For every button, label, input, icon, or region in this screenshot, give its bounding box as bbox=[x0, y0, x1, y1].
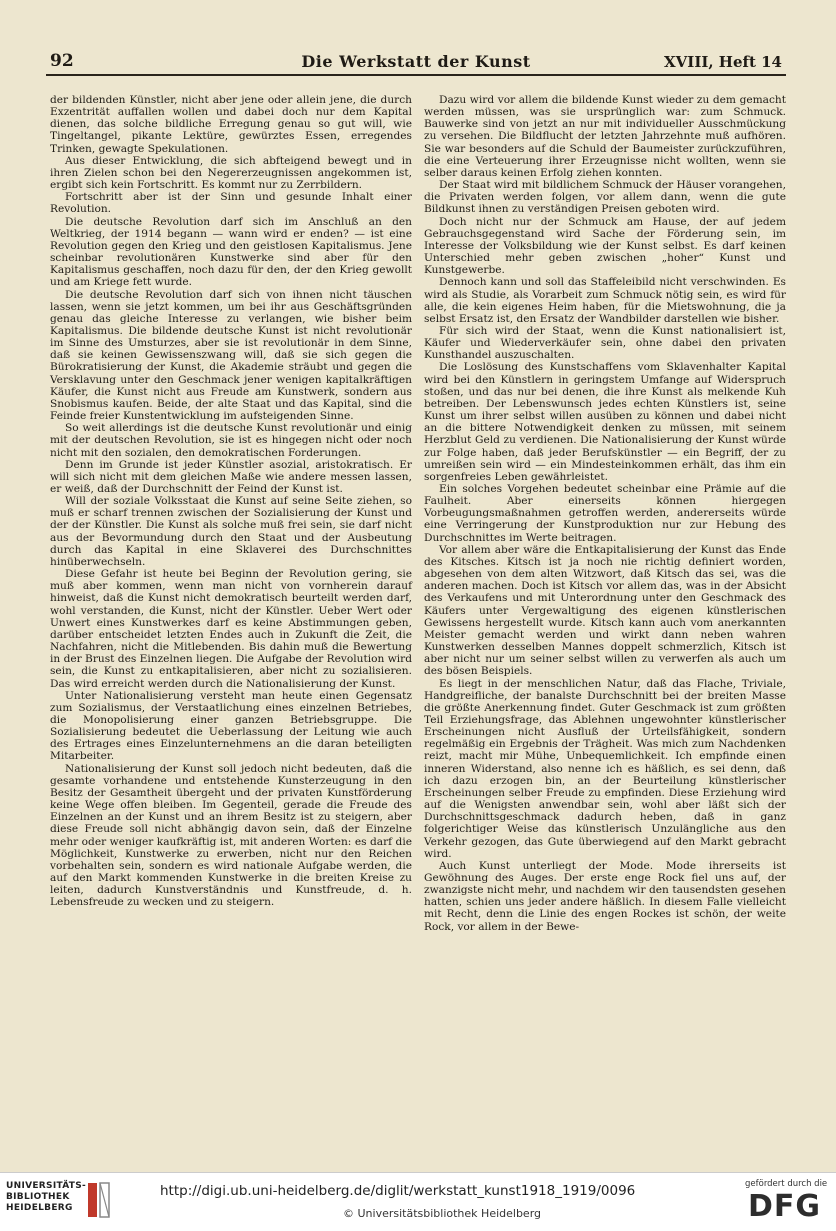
issue-label: XVIII, Heft 14 bbox=[664, 53, 782, 71]
paragraph: Aus dieser Entwicklung, die sich abfteigend bewegt und in ihren Zielen schon bei den Negererzeugnissen angekommen ist, ergibt sich kein Fortschritt. Es kommt nur zu Zerrbildern. bbox=[50, 154, 412, 192]
paragraph: Dennoch kann und soll das Staffeleibild nicht verschwinden. Es wird als Studie, als Vorarbeit zum Schmuck nötig sein, es wird für alle, die kein eigenes Heim haben, für die Mietswohnung, die ja selbst Ersatz ist, den Ersatz der Wandbilder darstellen wie bisher. bbox=[424, 276, 786, 325]
funding-caption: gefördert durch die bbox=[745, 1179, 828, 1189]
page-header bbox=[46, 48, 786, 76]
paragraph: So weit allerdings ist die deutsche Kunst revolutionär und einig mit der deutschen Revolution, sie ist es hingegen nicht oder noch nicht mit den sozialen, den demokratischen Forderungen. bbox=[50, 422, 412, 459]
library-name-line: BIBLIOTHEK bbox=[6, 1192, 70, 1202]
paragraph: Will der soziale Volksstaat die Kunst auf seine Seite ziehen, so muß er scharf trennen zwischen der Sozialisierung der Kunst und der der Künstler. Die Kunst als solche muß frei sein, sie darf nicht aus der Bevormundung durch den Staat und der Ausbeutung durch das Kapital in eine Sklaverei des Durchschnittes hinüberwechseln. bbox=[50, 495, 412, 568]
paragraph: Nationalisierung der Kunst soll jedoch nicht bedeuten, daß die gesamte vorhandene und entstehende Kunsterzeugung in den Besitz der Gesamtheit übergeht und der privaten Kunstförderung keine Wege offen bleiben. Im Gegenteil, gerade die Freude des Einzelnen an der Kunst und an ihrem Besitz ist zu steigern, aber diese Freude soll nicht abhängig davon sein, daß der Einzelne mehr oder weniger kaufkräftig ist, mit anderen Worten: es darf die Möglichkeit, Kunstwerke zu erwerben, nicht nur den Reichen vorbehalten sein, sondern es wird nationale Aufgabe werden, die auf den Markt kommenden Kunstwerke in die breiten Kreise zu leiten, dadurch Kunstverständnis und Kunstfreude, d. h. Lebensfreude zu wecken und zu steigern. bbox=[50, 762, 412, 909]
paragraph: Fortschritt aber ist der Sinn und gesunde Inhalt einer Revolution. bbox=[50, 191, 412, 216]
permalink-url[interactable]: http://digi.ub.uni-heidelberg.de/diglit/werkstatt_kunst1918_1919/0096 bbox=[160, 1183, 636, 1199]
paragraph: Unter Nationalisierung versteht man heute einen Gegensatz zum Sozialismus, der Verstaatlichung eines einzelnen Betriebes, die Monopolisierung einer ganzen Betriebsgruppe. Die Sozialisierung bedeutet die Ueberlassung der Leitung wie auch des Ertrages eines Einzelunternehmens an die daran beteiligten Mitarbeiter. bbox=[50, 689, 412, 763]
paragraph: Die Loslösung des Kunstschaffens vom Sklavenhalter Kapital wird bei den Künstlern in geringstem Umfange auf Widerspruch stoßen, und das nur bei denen, die ihre Kunst als melkende Kuh betreiben. Der Lebenswunsch jedes echten Künstlers ist, seine Kunst um ihrer selbst willen ausüben zu können und dabei nicht an die bittere Notwendigkeit denken zu müssen, mit seinem Herzblut Geld zu verdienen. Die Nationalisierung der Kunst würde zur Folge haben, daß jeder Berufskünstler — ein Begriff, der zu umreißen sein wird — ein Mindesteinkommen erhält, das ihm ein sorgenfreies Leben gewährleistet. bbox=[424, 361, 786, 483]
paragraph: Vor allem aber wäre die Entkapitalisierung der Kunst das Ende des Kitsches. Kitsch ist ja noch nie richtig definiert worden, abgesehen von dem alten Witzwort, daß Kitsch das sei, was die anderen machen. Doch ist Kitsch vor allem das, was in der Absicht des Verkaufens und mit Unterordnung unter den Geschmack des Käufers unter Vergewaltigung des eigenen künstlerischen Gewissens hergestellt wurde. Kitsch kann auch vom anerkannten Meister gemacht werden und wirkt dann neben wahren Kunstwerken desselben Mannes doppelt schmerzlich, Kitsch ist aber nicht nur um seiner selbst willen zu verwerfen als auch um des bösen Beispiels. bbox=[424, 543, 786, 678]
paragraph: Es liegt in der menschlichen Natur, daß das Flache, Triviale, Handgreifliche, der banalste Durchschnitt bei der breiten Masse die größte Anerkennung findet. Guter Geschmack ist zum größten Teil Erziehungsfrage, das Ablehnen ungewohnter künstlerischer Erscheinungen nicht Ausfluß der Urteilsfähigkeit, sondern regelmäßig ein Ergebnis der Trägheit. Was mich zum Nachdenken reizt, macht mir Mühe, Unbequemlichkeit. Ich empfinde einen inneren Widerstand, also nenne ich es häßlich, es sei denn, daß ich dazu erzogen bin, an der Beurteilung künstlerischer Erscheinungen selber Freude zu empfinden. Diese Erziehung wird auf die Wenigsten anwendbar sein, wohl aber läßt sich der Durchschnittsgeschmack dadurch heben, daß in ganz folgerichtiger Weise das künstlerisch Unzulängliche aus den Verkehr gezogen, das Gute überwiegend auf den Markt gebracht wird. bbox=[424, 677, 786, 860]
paragraph: Der Staat wird mit bildlichem Schmuck der Häuser vorangehen, die Privaten werden folgen, vor allem dann, wenn die gute Bildkunst ihnen zu verständigen Preisen geboten wird. bbox=[424, 179, 786, 216]
library-name-line: UNIVERSITÄTS- bbox=[6, 1181, 87, 1191]
page-number: 92 bbox=[50, 51, 74, 71]
paragraph: Ein solches Vorgehen bedeutet scheinbar eine Prämie auf die Faulheit. Aber einerseits können hiergegen Vorbeugungsmaßnahmen getroffen werden, andererseits würde eine Verringerung der Kunstproduktion nur zur Hebung des Durchschnittes im Werte beitragen. bbox=[424, 483, 786, 544]
paragraph: der bildenden Künstler, nicht aber jene oder allein jene, die durch Exzentrität auffallen wollen und dabei doch nur dem Kapital dienen, das solche bildliche Erregung genau so gut will, wie Tingeltangel, pikante Lektüre, gewürztes Essen, erregendes Trinken, gewagte Spekulationen. bbox=[50, 94, 412, 155]
dfg-logo: DFG bbox=[748, 1189, 822, 1224]
paragraph: Dazu wird vor allem die bildende Kunst wieder zu dem gemacht werden müssen, was sie ursprünglich war: zum Schmuck. Bauwerke sind von jetzt an nur mit individueller Ausschmückung zu versehen. Die Bildflucht der letzten Jahrzehnte muß aufhören. Sie war besonders auf die Schuld der Baumeister zurückzuführen, die eine Verteuerung ihrer Erzeugnisse nicht wollten, wenn sie selber daraus keinen Erfolg ziehen konnten. bbox=[424, 94, 786, 179]
paragraph: Doch nicht nur der Schmuck am Hause, der auf jedem Gebrauchsgegenstand wird Sache der Förderung sein, im Interesse der Volksbildung wie der Kunst selbst. Es darf keinen Unterschied mehr geben zwischen „hoher“ Kunst und Kunstgewerbe. bbox=[424, 215, 786, 277]
paragraph: Die deutsche Revolution darf sich von ihnen nicht täuschen lassen, wenn sie jetzt kommen, um bei ihr aus Geschäftsgründen genau das gleiche Interesse zu verlangen, wie bisher beim Kapitalismus. Die bildende deutsche Kunst ist nicht revolutionär im Sinne des Umsturzes, aber sie ist revolutionär in dem Sinne, daß sie keinen Gewissenszwang will, daß sie sich gegen die Bürokratisierung der Kunst, die Akademie sträubt und gegen die Versklavung unter den Geschmack jener wenigen kapitalkräftigen Käufer, die Kunst nicht aus Freude am Kunstwerk, sondern aus Snobismus kaufen. Beide, der alte Staat und das Kapital, sind die Feinde freier Kunstentwicklung im aufsteigenden Sinne. bbox=[50, 288, 412, 423]
paragraph: Denn im Grunde ist jeder Künstler asozial, aristokratisch. Er will sich nicht mit dem gleichen Maße wie andere messen lassen, er weiß, daß der Durchschnitt der Feind der Kunst ist. bbox=[50, 458, 412, 495]
paragraph: Diese Gefahr ist heute bei Beginn der Revolution gering, sie muß aber kommen, wenn man nicht von vornherein darauf hinweist, daß die Kunst nicht demokratisch beurteilt werden darf, wohl verstanden, die Kunst, nicht der Künstler. Ueber Wert oder Unwert eines Kunstwerkes darf es keine Abstimmungen geben, darüber entscheidet letzten Endes auch in Zukunft die Zeit, die Nachfahren, nicht die Mitlebenden. Bis dahin muß die Bewertung in der Brust des Einzelnen liegen. Die Aufgabe der Revolution wird sein, die Kunst zu entkapitalisieren, aber nicht zu sozialisieren. Das wird erreicht werden durch die Nationalisierung der Kunst. bbox=[50, 568, 413, 690]
journal-title: Die Werkstatt der Kunst bbox=[301, 52, 531, 71]
paragraph: Die deutsche Revolution darf sich im Anschluß an den Weltkrieg, der 1914 begann — wann wird er enden? — ist eine Revolution gegen den Krieg und den geistlosen Kapitalismus. Jene scheinbar revolutionären Kunstwerke sind aber für den Kapitalismus geschaffen, noch dazu für den, der den Krieg gewollt und am Kriege fett wurde. bbox=[50, 215, 412, 289]
paragraph: Auch Kunst unterliegt der Mode. Mode ihrerseits ist Gewöhnung des Auges. Der erste enge Rock fiel uns auf, der zwanzigste nicht mehr, und nachdem wir den tausendsten gesehen hatten, schien uns jeder andere häßlich. In diesem Falle vielleicht mit Recht, denn die Linie des engen Rockes ist schön, der weite Rock, vor allem in der Bewe- bbox=[424, 859, 786, 933]
library-name-line: HEIDELBERG bbox=[6, 1203, 73, 1213]
library-seal-icon bbox=[86, 1179, 112, 1221]
right-column bbox=[424, 94, 786, 933]
viewer-footer bbox=[0, 1172, 836, 1231]
copyright-text: © Universitätsbibliothek Heidelberg bbox=[343, 1207, 542, 1220]
paragraph: Für sich wird der Staat, wenn die Kunst nationalisiert ist, Käufer und Wiederverkäufer sein, ohne dabei den privaten Kunsthandel auszuschalten. bbox=[424, 324, 786, 362]
left-column bbox=[50, 94, 412, 908]
